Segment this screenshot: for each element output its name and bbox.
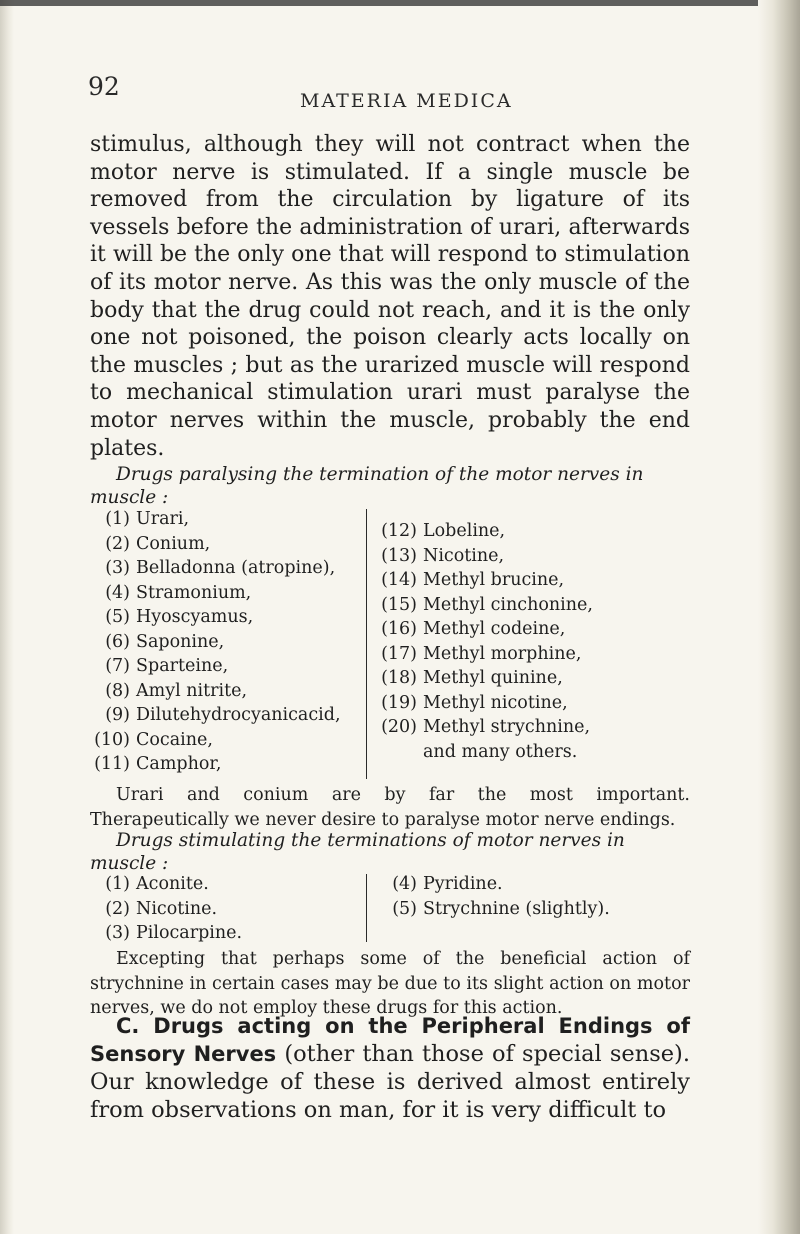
item-number: (3) — [105, 558, 130, 578]
item-number: (1) — [105, 874, 130, 894]
item-number: (5) — [105, 607, 130, 627]
item-text: Dilutehydrocyanicacid, — [136, 705, 341, 725]
section-heading: C. Drugs acting on the Peripheral Endings of Sensory Nerves — [90, 1014, 690, 1066]
list-item — [375, 568, 593, 593]
list-item — [375, 666, 593, 691]
item-text: Nicotine, — [423, 545, 505, 566]
item-text: Methyl cinchonine, — [423, 594, 593, 615]
item-text: Conium, — [136, 533, 211, 554]
item-text: Lobeline, — [423, 521, 506, 541]
page-edge-shadow — [758, 0, 800, 1234]
item-number: (20) — [381, 717, 417, 737]
list-item — [88, 507, 341, 532]
item-number: (14) — [381, 570, 417, 590]
item-number: (6) — [105, 631, 130, 652]
list-item — [88, 630, 341, 655]
page-number: 92 — [88, 72, 120, 101]
column-divider — [366, 509, 367, 779]
item-text: Saponine, — [136, 631, 225, 652]
item-text: Amyl nitrite, — [136, 680, 248, 701]
item-number: (10) — [94, 729, 130, 750]
item-number: (15) — [381, 594, 417, 615]
item-number: (7) — [105, 656, 130, 676]
item-number: (16) — [381, 619, 417, 639]
list-item — [88, 532, 341, 557]
list-item — [375, 642, 593, 667]
item-text: Hyoscyamus, — [136, 607, 254, 627]
item-text: Methyl quinine, — [423, 668, 563, 688]
paragraph-urari: stimulus, although they will not contract when the motor nerve is stimulated. If a single muscle be removed from the circulation by ligature of its vessels before the administration of urari, afterwards it will be the only one that will respond to stimulation of its motor nerve. As this was the only muscle of the body that the drug could not reach, and it is the only one not poisoned, the poison clearly acts locally on the muscles ; but as the urarized muscle will respond to mechanical stimulation urari must paralyse the motor nerves within the muscle, probably the end plates. — [90, 132, 690, 461]
item-number: (19) — [381, 692, 417, 713]
list-item — [375, 897, 610, 922]
item-text: Nicotine. — [136, 898, 218, 919]
list-item — [88, 703, 341, 728]
item-number: (11) — [94, 754, 130, 774]
item-text: Strychnine (slightly). — [423, 898, 610, 919]
item-number: (2) — [105, 898, 130, 919]
column-divider — [366, 874, 367, 942]
section-c-paragraph — [90, 1012, 690, 1124]
paragraph-strychnine: Excepting that perhaps some of the beneficial action of strychnine in certain cases may be due to its slight action on motor nerves, we do not employ these drugs for this action. — [90, 949, 690, 1018]
item-text: Methyl brucine, — [423, 570, 565, 590]
list-item — [88, 921, 242, 946]
item-number: (9) — [105, 705, 130, 725]
list-item — [88, 897, 242, 922]
list-item — [375, 691, 593, 716]
list-item — [88, 581, 341, 606]
item-number: (5) — [392, 898, 417, 919]
item-text: Pilocarpine. — [136, 923, 243, 943]
section-text: (other than those of special sense). Our knowledge of these is derived almost entirely from observations on man, for it is very difficult to — [90, 1041, 690, 1123]
item-number: (12) — [381, 521, 417, 541]
list-item — [375, 544, 593, 569]
item-number: (3) — [105, 923, 130, 943]
list-item — [375, 715, 593, 740]
list-item — [88, 556, 341, 581]
list-item — [375, 519, 593, 544]
item-text: Methyl morphine, — [423, 643, 582, 664]
item-text: Belladonna (atropine), — [136, 558, 336, 578]
item-number: (2) — [105, 533, 130, 554]
list-item — [88, 654, 341, 679]
top-edge-line — [0, 0, 800, 6]
list-caption-stimulating: Drugs stimulating the terminations of motor nerves in muscle : — [90, 830, 625, 874]
item-text: Methyl nicotine, — [423, 692, 568, 713]
drug-list-stimulating-left — [88, 872, 242, 946]
drug-list-stimulating-right — [375, 872, 610, 921]
item-number: (1) — [105, 509, 130, 529]
list-item — [375, 872, 610, 897]
item-text: Methyl codeine, — [423, 619, 566, 639]
item-number: (13) — [381, 545, 417, 566]
running-head: MATERIA MEDICA — [300, 90, 513, 112]
item-text: Sparteine, — [136, 656, 229, 676]
item-number: (8) — [105, 680, 130, 701]
list-item — [375, 593, 593, 618]
item-number: (17) — [381, 643, 417, 664]
list-item — [88, 752, 341, 777]
list-item — [375, 617, 593, 642]
list-item — [88, 872, 242, 897]
item-text: Pyridine. — [423, 874, 503, 894]
drug-list-paralysing-right — [375, 519, 593, 764]
item-number: (4) — [105, 582, 130, 603]
item-text: Cocaine, — [136, 729, 213, 750]
item-text: Aconite. — [136, 874, 209, 894]
list-caption-paralysing: Drugs paralysing the termination of the motor nerves in muscle : — [90, 464, 644, 508]
item-text: Stramonium, — [136, 582, 252, 603]
page-gutter-shadow — [0, 0, 14, 1234]
paragraph-urari-conium: Urari and conium are by far the most important. Therapeutically we never desire to paralyse motor nerve endings. — [90, 785, 690, 830]
item-text: Urari, — [136, 509, 190, 529]
item-text: Methyl strychnine, — [423, 717, 591, 737]
list-item — [88, 679, 341, 704]
item-text: Camphor, — [136, 754, 222, 774]
drug-list-paralysing-left — [88, 507, 341, 777]
list-item — [88, 605, 341, 630]
list-item — [88, 728, 341, 753]
list-tail: and many others. — [423, 741, 578, 762]
item-number: (4) — [392, 874, 417, 894]
item-number: (18) — [381, 668, 417, 688]
